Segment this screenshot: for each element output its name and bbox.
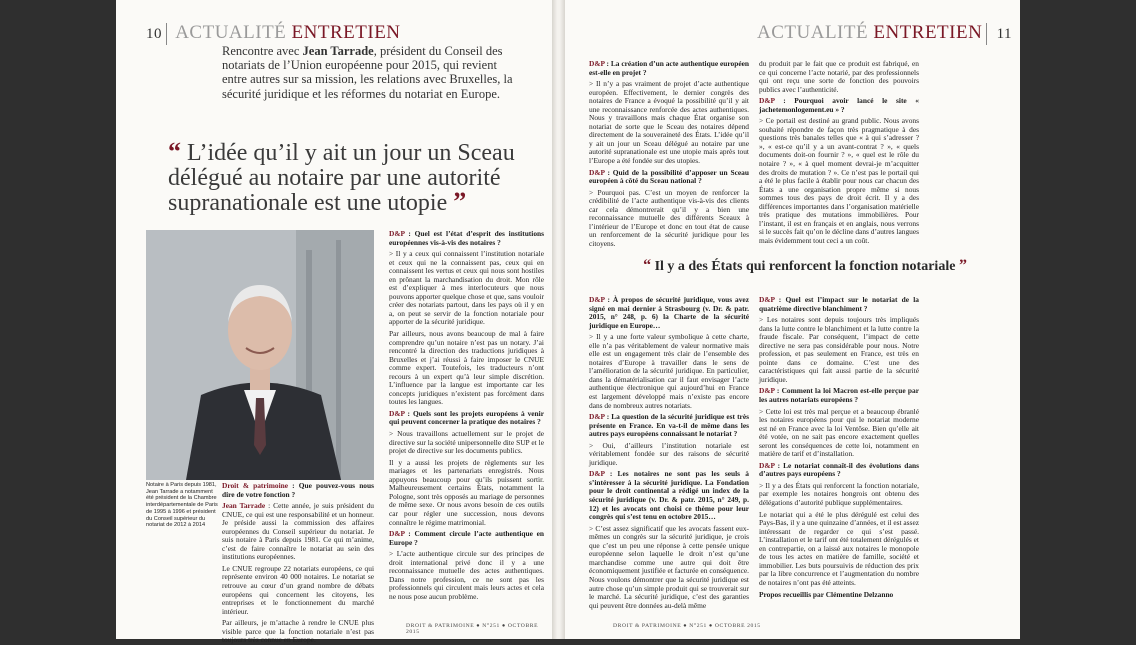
left-page xyxy=(116,0,552,645)
article-paragraph: > Il y a des États qui renforcent la fonction notariale, par exemple les notaires hongrois ont obtenu des délégations d’autorité publique supplémentaires. xyxy=(759,480,919,508)
interviewee-name: Jean Tarrade xyxy=(302,44,374,58)
article-paragraph xyxy=(759,387,919,404)
question-text: : Le notariat connaît-il des évolutions dans d’autres pays européens ? xyxy=(759,460,919,479)
pull-quote-open-mark: “ xyxy=(643,257,652,274)
speaker-label: D&P xyxy=(759,460,775,470)
speaker-label: D&P xyxy=(389,408,405,418)
article-paragraph xyxy=(759,97,919,114)
question-text: : Quel est l’état d’esprit des institutions européennes vis-à-vis des notaires ? xyxy=(389,229,544,247)
pull-quote xyxy=(595,258,1015,274)
article-paragraph: > Cette loi est très mal perçue et a beaucoup ébranlé les notaires européens pour qui le notariat moderne est né en France avec la loi Ventôse. Bien qu’elle ait été votée, on ne sait pas encore exactement quelles seront les conséquences de cette loi, notamment en matière de tarif et d’installation. xyxy=(759,406,919,459)
close-quote-mark: ” xyxy=(453,187,467,216)
article-paragraph xyxy=(589,470,749,521)
speaker-label: D&P xyxy=(589,469,605,479)
article-paragraph: Par ailleurs, je m’attache à rendre le CNUE plus visible parce que la fonction notariale n’est pas toujours très connue en Europe. xyxy=(222,618,374,645)
speaker-label: D&P xyxy=(589,412,605,422)
article-paragraph: > Il n’y a pas vraiment de projet d’acte authentique européen. Effectivement, le dernier congrès des notaires de France a évoqué la possibilité qu’il y ait une reconnaissance renforcée des actes authentiques. Nous y travaillons mais chaque État organise son notariat de sorte que le Sceau des notaires dépend directement de la souveraineté des États. L’idée qu’il y ait un jour un Sceau délégué au notaire par une autorité supranationale est une utopie mais après tout l’Europe a été fondée sur des utopies. xyxy=(589,79,749,166)
speaker-label: Droit & patrimoine xyxy=(222,481,289,490)
question-text: : Que pouvez-vous nous dire de votre fonction ? xyxy=(222,481,374,499)
left-page-header xyxy=(146,22,401,45)
portrait-photo xyxy=(146,230,374,480)
article-paragraph xyxy=(589,296,749,330)
speaker-label: D&P xyxy=(589,167,605,177)
topic-label: ENTRETIEN xyxy=(291,22,401,43)
article-paragraph: > Pourquoi pas. C’est un moyen de renforcer la crédibilité de l’acte authentique vis-à-vis des clients car cela démontrerait qu’il y a bien une reconnaissance mutuelle des différents Sceaux à l’intérieur de l’Europe et donc en tout état de cause un renforcement de la sécurité juridique pour les citoyens. xyxy=(589,187,749,248)
speaker-label: D&P xyxy=(589,59,605,68)
question-text: : Quel est l’impact sur le notariat de la quatrième directive blanchiment ? xyxy=(759,295,919,313)
portrait-illustration xyxy=(146,230,374,480)
speaker-label: Jean Tarrade xyxy=(222,501,266,511)
article-paragraph xyxy=(389,410,544,427)
question-text: : Quid de la possibilité d’apposer un Sceau européen à côté du Sceau national ? xyxy=(589,167,749,186)
question-text: : Pourquoi avoir lancé le site « jachetemonlogement.eu » ? xyxy=(759,96,919,114)
right-footer: DROIT & PATRIMOINE ● N°251 ● OCTOBRE 2015 xyxy=(613,623,761,629)
article-paragraph xyxy=(759,296,919,313)
article-paragraph: Il y a aussi les projets de règlements sur les mariages et les partenariats enregistrés. Nous appuyons beaucoup pour qu’ils puissent sortir. Malheureusement certains États, notamment la Pologne, sont très opposés au mariage de personnes de même sexe. Or nous avons besoin de ces outils car pour régler une succession, nous devons connaître le régime matrimonial. xyxy=(389,457,544,527)
signature: Propos recueillis par Clémentine Delzanno xyxy=(759,589,894,599)
question-text: : La question de la sécurité juridique est très présente en France. En va-t-il de même dans les autres pays européens connaissant le notariat ? xyxy=(589,412,749,439)
article-paragraph: > Les notaires sont depuis toujours très impliqués dans la lutte contre le blanchiment et la lutte contre la fraude fiscale. Par conséquent, l’impact de cette directive ne sera pas considérable pour nous. Notre profession, et pas seulement en France, est très en pointe dans ce domaine. C’est une des caractéristiques qui fait aussi partie de la sécurité juridique. xyxy=(759,315,919,384)
article-paragraph: > Oui, d’ailleurs l’institution notariale est véritablement fondée sur des raisons de sécurité juridique. xyxy=(589,440,749,467)
question-text: : Comment circule l’acte authentique en Europe ? xyxy=(389,529,544,547)
article-paragraph xyxy=(589,413,749,439)
question-text: : Cette année, je suis président du CNUE, ce qui est une responsabilité et un honneur. Je préside aussi la commission des affaires européennes du Conseil supérieur du notariat. Je suis notaire à Paris depuis 1981. Ce qui m’anime, c’est de faire connaître le notariat au sein des institutions européennes. xyxy=(222,501,374,562)
speaker-label: D&P xyxy=(389,529,405,539)
page-number: 11 xyxy=(996,26,1013,42)
photo-caption: Notaire à Paris depuis 1981, Jean Tarrade a notamment été président de la Chambre interdépartementale de Paris de 1995 à 1996 et président du Conseil supérieur du notariat de 2012 à 2014 xyxy=(146,482,218,529)
article-paragraph: Par ailleurs, nous avons beaucoup de mal à faire comprendre qu’un notaire n’est pas un notary. J’ai rencontré la direction des traductions juridiques à Bruxelles et j’ai réussi à faire imposer le CNUE comme expert. Toutefois, les traducteurs n’ont recours à un expert qu’à leur simple discrétion. L’influence par la langue est importante car les concepts juridiques n’existent pas forcément dans toutes les langues. xyxy=(389,329,544,407)
article-paragraph xyxy=(589,169,749,186)
column-a xyxy=(589,59,749,248)
article-paragraph xyxy=(589,60,749,77)
section-label: ACTUALITÉ xyxy=(175,22,287,43)
speaker-label: D&P xyxy=(389,229,405,238)
left-footer: DROIT & PATRIMOINE ● N°251 ● OCTOBRE 2015 xyxy=(406,623,539,635)
article-paragraph xyxy=(389,230,544,247)
speaker-label: D&P xyxy=(759,386,775,396)
article-paragraph: > C’est assez significatif que les avocats fassent eux-mêmes un congrès sur la sécurité juridique, je crois que c’est un peu une réponse à cette pensée unique européenne selon laquelle le droit n’est qu’une marchandise comme une autre qui doit être économiquement justifiée et facturée en conséquence. Nous voulons démontrer que la sécurité juridique est autre chose qu’un simple produit qui se trouverait sur le marché. La sécurité juridique, c’est des garanties qui peuvent être données au-delà même xyxy=(589,523,749,610)
article-paragraph: du produit par le fait que ce produit est fabriqué, en ce qui concerne l’acte notarié, par des professionnels qui ont reçu une sorte de fonction des pouvoirs publics avec l’authenticité. xyxy=(759,59,919,94)
speaker-label: D&P xyxy=(759,96,775,106)
question-text: : Les notaires ne sont pas les seuls à s’intéresser à la sécurité juridique. La Fondation pour le droit continental a rédigé un index de la sécurité juridique (v. Dr. & patr. 2015, n° 249, p. 12) et les avocats ont choisi ce thème pour leur congrès qui s’est tenu en octobre 2015… xyxy=(589,469,749,522)
speaker-label: D&P xyxy=(759,295,775,304)
article-paragraph: > Il y a une forte valeur symbolique à cette charte, elle n’a pas véritablement de valeur normative mais elle est un engagement très clair de l’ensemble des notaires d’Europe à travailler dans le sens de l’amélioration de la sécurité juridique. En particulier, dans la dématérialisation car il faut envisager l’acte authentique électronique qui aujourd’hui en France est largement développé mais n’existe pas encore dans de nombreux autres notariats. xyxy=(589,332,749,410)
column-d xyxy=(759,296,919,614)
header-divider xyxy=(166,23,167,45)
section-label: ACTUALITÉ xyxy=(757,22,869,43)
speaker-label: D&P xyxy=(589,295,605,304)
question-text: : Quels sont les projets européens à venir qui peuvent concerner la pratique des notaires ? xyxy=(389,408,544,427)
article-paragraph: Le CNUE regroupe 22 notariats européens, ce qui représente environ 40 000 notaires. Le notariat se retrouve au cœur d’un grand nombre de débats européens qui concernent les citoyens, les entreprises et le fonctionnement du marché intérieur. xyxy=(222,563,374,616)
article-paragraph xyxy=(389,530,544,547)
question-text: : À propos de sécurité juridique, vous avez signé en mai dernier à Strasbourg (v. Dr. & patr. 2015, n° 248, p. 6) la Charte de la sécurité juridique en Europe… xyxy=(589,295,749,330)
article-paragraph: > L’acte authentique circule sur des principes de droit international privé donc il y a une reconnaissance mutuelle des actes authentiques. Dans notre profession, ce ne sont pas les professionnels qui circulent mais leurs actes et cela ne nous pose aucun problème. xyxy=(389,549,544,601)
article-paragraph: > Il y a ceux qui connaissent l’institution notariale et ceux qui ne la connaissent pas, ceux qui en connaissent les vertus et ceux qui nous sont hostiles en prônant la marchandisation du droit. Mon rôle est d’expliquer à mes interlocuteurs que nous pouvons apporter quelque chose et que, sans vouloir créer des notariats partout, dans les pays où il y en a, on peut se servir de la fonction notariale pour apporter de la sécurité juridique. xyxy=(389,249,544,327)
right-page-header xyxy=(757,22,1012,45)
header-divider xyxy=(986,23,987,45)
headline-quote xyxy=(168,137,548,216)
column-b xyxy=(759,60,919,245)
headline-quote-text: L’idée qu’il y ait un jour un Sceau délégué au notaire par une autorité supranationale est une utopie xyxy=(168,140,515,216)
right-page xyxy=(565,0,1020,639)
question-text: : Comment la loi Macron est-elle perçue par les autres notariats européens ? xyxy=(759,386,919,405)
page-number: 10 xyxy=(146,26,162,42)
article-paragraph: > Ce portail est destiné au grand public. Nous avons souhaité répondre de façon très pragmatique à des questions très banales telles que « à qui s’adresser ? », « est-ce qu’il y a un avant-contrat ? », « quels documents doit-on fournir ? », « quel est le rôle du notaire ? », « à quel moment devrai-je m’acquitter des droits de mutation ? ». Ce n’est pas le portail qui a été le plus facile à établir pour nous car chacun des États a une organisation propre même si nous sommes tous des pays de droit écrit. Il y a des différences importantes dans l’organisation matérielle très pratique des mutations immobilières. Pour l’instant, il est en français et en anglais, nous verrons si le succès fait qu’on le décline dans d’autres langues mais évidemment tout ceci a un coût. xyxy=(759,116,919,245)
pull-quote-text: Il y a des États qui renforcent la fonction notariale xyxy=(654,259,956,274)
question-text: : La création d’un acte authentique européen est-elle en projet ? xyxy=(589,59,749,77)
topic-label: ENTRETIEN xyxy=(873,22,983,43)
article-paragraph xyxy=(222,502,374,562)
pull-quote-close-mark: ” xyxy=(958,257,967,274)
column-left xyxy=(222,481,374,645)
article-paragraph xyxy=(759,462,919,479)
intro-paragraph: Rencontre avec Jean Tarrade, président du Conseil des notariats de l’Union européenne pour 2015, qui revient entre autres sur sa mission, les relations avec Bruxelles, la sécurité juridique et les réformes du notariat en Europe. xyxy=(222,44,513,101)
spine-gutter xyxy=(552,0,565,639)
column-c xyxy=(589,296,749,614)
open-quote-mark: “ xyxy=(168,137,181,166)
article-paragraph: Le notariat qui a été le plus dérégulé est celui des Pays-Bas, il y a une quinzaine d’années, et il est assez intéressant de regarder ce qui s’est passé. L’installation et le tarif ont été totalement dérégulés et en contrepartie, on a laissé aux notaires le monopole de tous les actes en matière de famille, société et immobilier. Les buts poursuivis de réduction des prix par la libre concurrence et l’augmentation du nombre de notaires n’ont pas été atteints. xyxy=(759,509,919,587)
article-paragraph: > Nous travaillons actuellement sur le projet de directive sur la société unipersonnelle dite SUP et le projet de directive sur les documents publics. xyxy=(389,429,544,456)
article-paragraph xyxy=(222,482,374,499)
column-middle xyxy=(389,230,544,612)
